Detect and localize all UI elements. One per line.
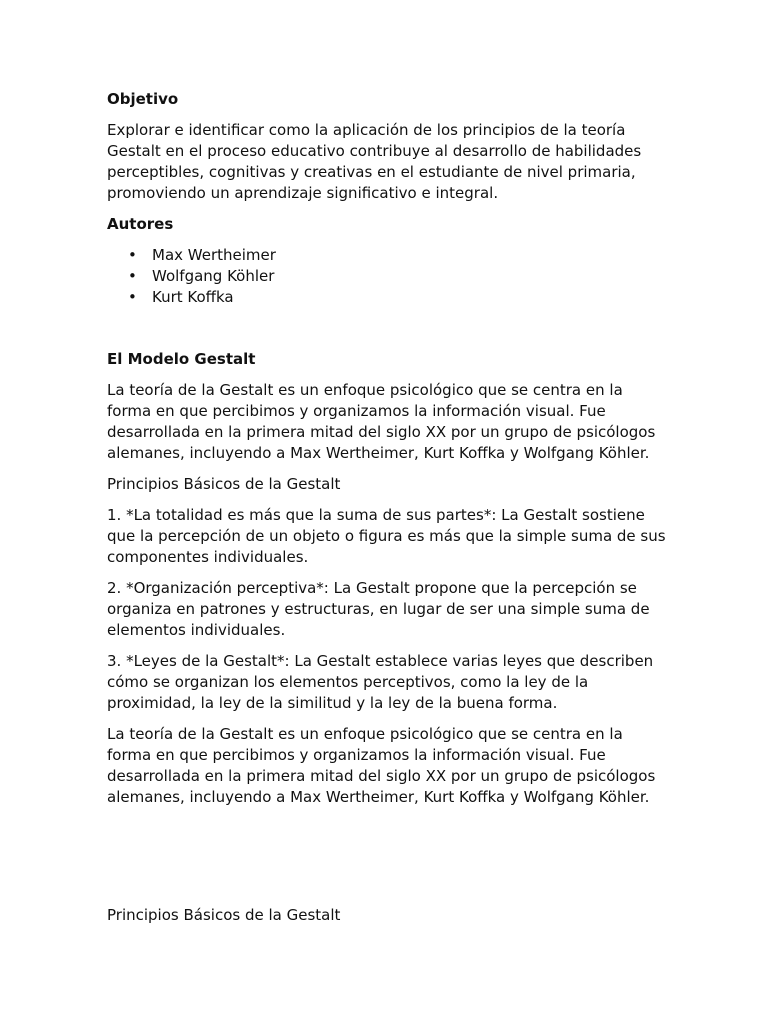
principio-paragraph: 1. *La totalidad es más que la suma de sus partes*: La Gestalt sostiene que la percepción de un objeto o figura es más que la simple suma de sus componentes individuales.: [107, 506, 666, 566]
author-name: Max Wertheimer: [152, 246, 276, 264]
author-name: Kurt Koffka: [152, 288, 234, 306]
author-name: Wolfgang Köhler: [152, 267, 275, 285]
document-body: [107, 89, 667, 936]
principios-title-repeat: Principios Básicos de la Gestalt: [107, 906, 341, 924]
autores-list: [107, 245, 667, 308]
autores-heading: Autores: [107, 215, 174, 233]
principio-paragraph: 2. *Organización perceptiva*: La Gestalt propone que la percepción se organiza en patrones y estructuras, en lugar de ser una simple suma de elementos individuales.: [107, 579, 650, 639]
principios-title: Principios Básicos de la Gestalt: [107, 475, 341, 493]
modelo-heading: El Modelo Gestalt: [107, 350, 256, 368]
modelo-repeat-paragraph: La teoría de la Gestalt es un enfoque psicológico que se centra en la forma en que percibimos y organizamos la información visual. Fue desarrollada en la primera mitad del siglo XX por un grupo de psicólogos alemanes, incluyendo a Max Wertheimer, Kurt Koffka y Wolfgang Köhler.: [107, 725, 656, 806]
principio-paragraph: 3. *Leyes de la Gestalt*: La Gestalt establece varias leyes que describen cómo se organizan los elementos perceptivos, como la ley de la proximidad, la ley de la similitud y la ley de la buena forma.: [107, 652, 654, 712]
list-item: [107, 266, 667, 287]
bullet-icon: •: [128, 267, 137, 285]
objetivo-paragraph: Explorar e identificar como la aplicación de los principios de la teoría Gestalt en el proceso educativo contribuye al desarrollo de habilidades perceptibles, cognitivas y creativas en el estudiante de nivel primaria, promoviendo un aprendizaje significativo e integral.: [107, 121, 642, 202]
blank-space: [107, 308, 667, 349]
bullet-icon: •: [128, 246, 137, 264]
objetivo-heading: Objetivo: [107, 90, 179, 108]
bullet-icon: •: [128, 288, 137, 306]
modelo-intro-paragraph: La teoría de la Gestalt es un enfoque psicológico que se centra en la forma en que percibimos y organizamos la información visual. Fue desarrollada en la primera mitad del siglo XX por un grupo de psicólogos alemanes, incluyendo a Max Wertheimer, Kurt Koffka y Wolfgang Köhler.: [107, 381, 656, 462]
blank-space: [107, 818, 667, 905]
list-item: [107, 287, 667, 308]
list-item: [107, 245, 667, 266]
